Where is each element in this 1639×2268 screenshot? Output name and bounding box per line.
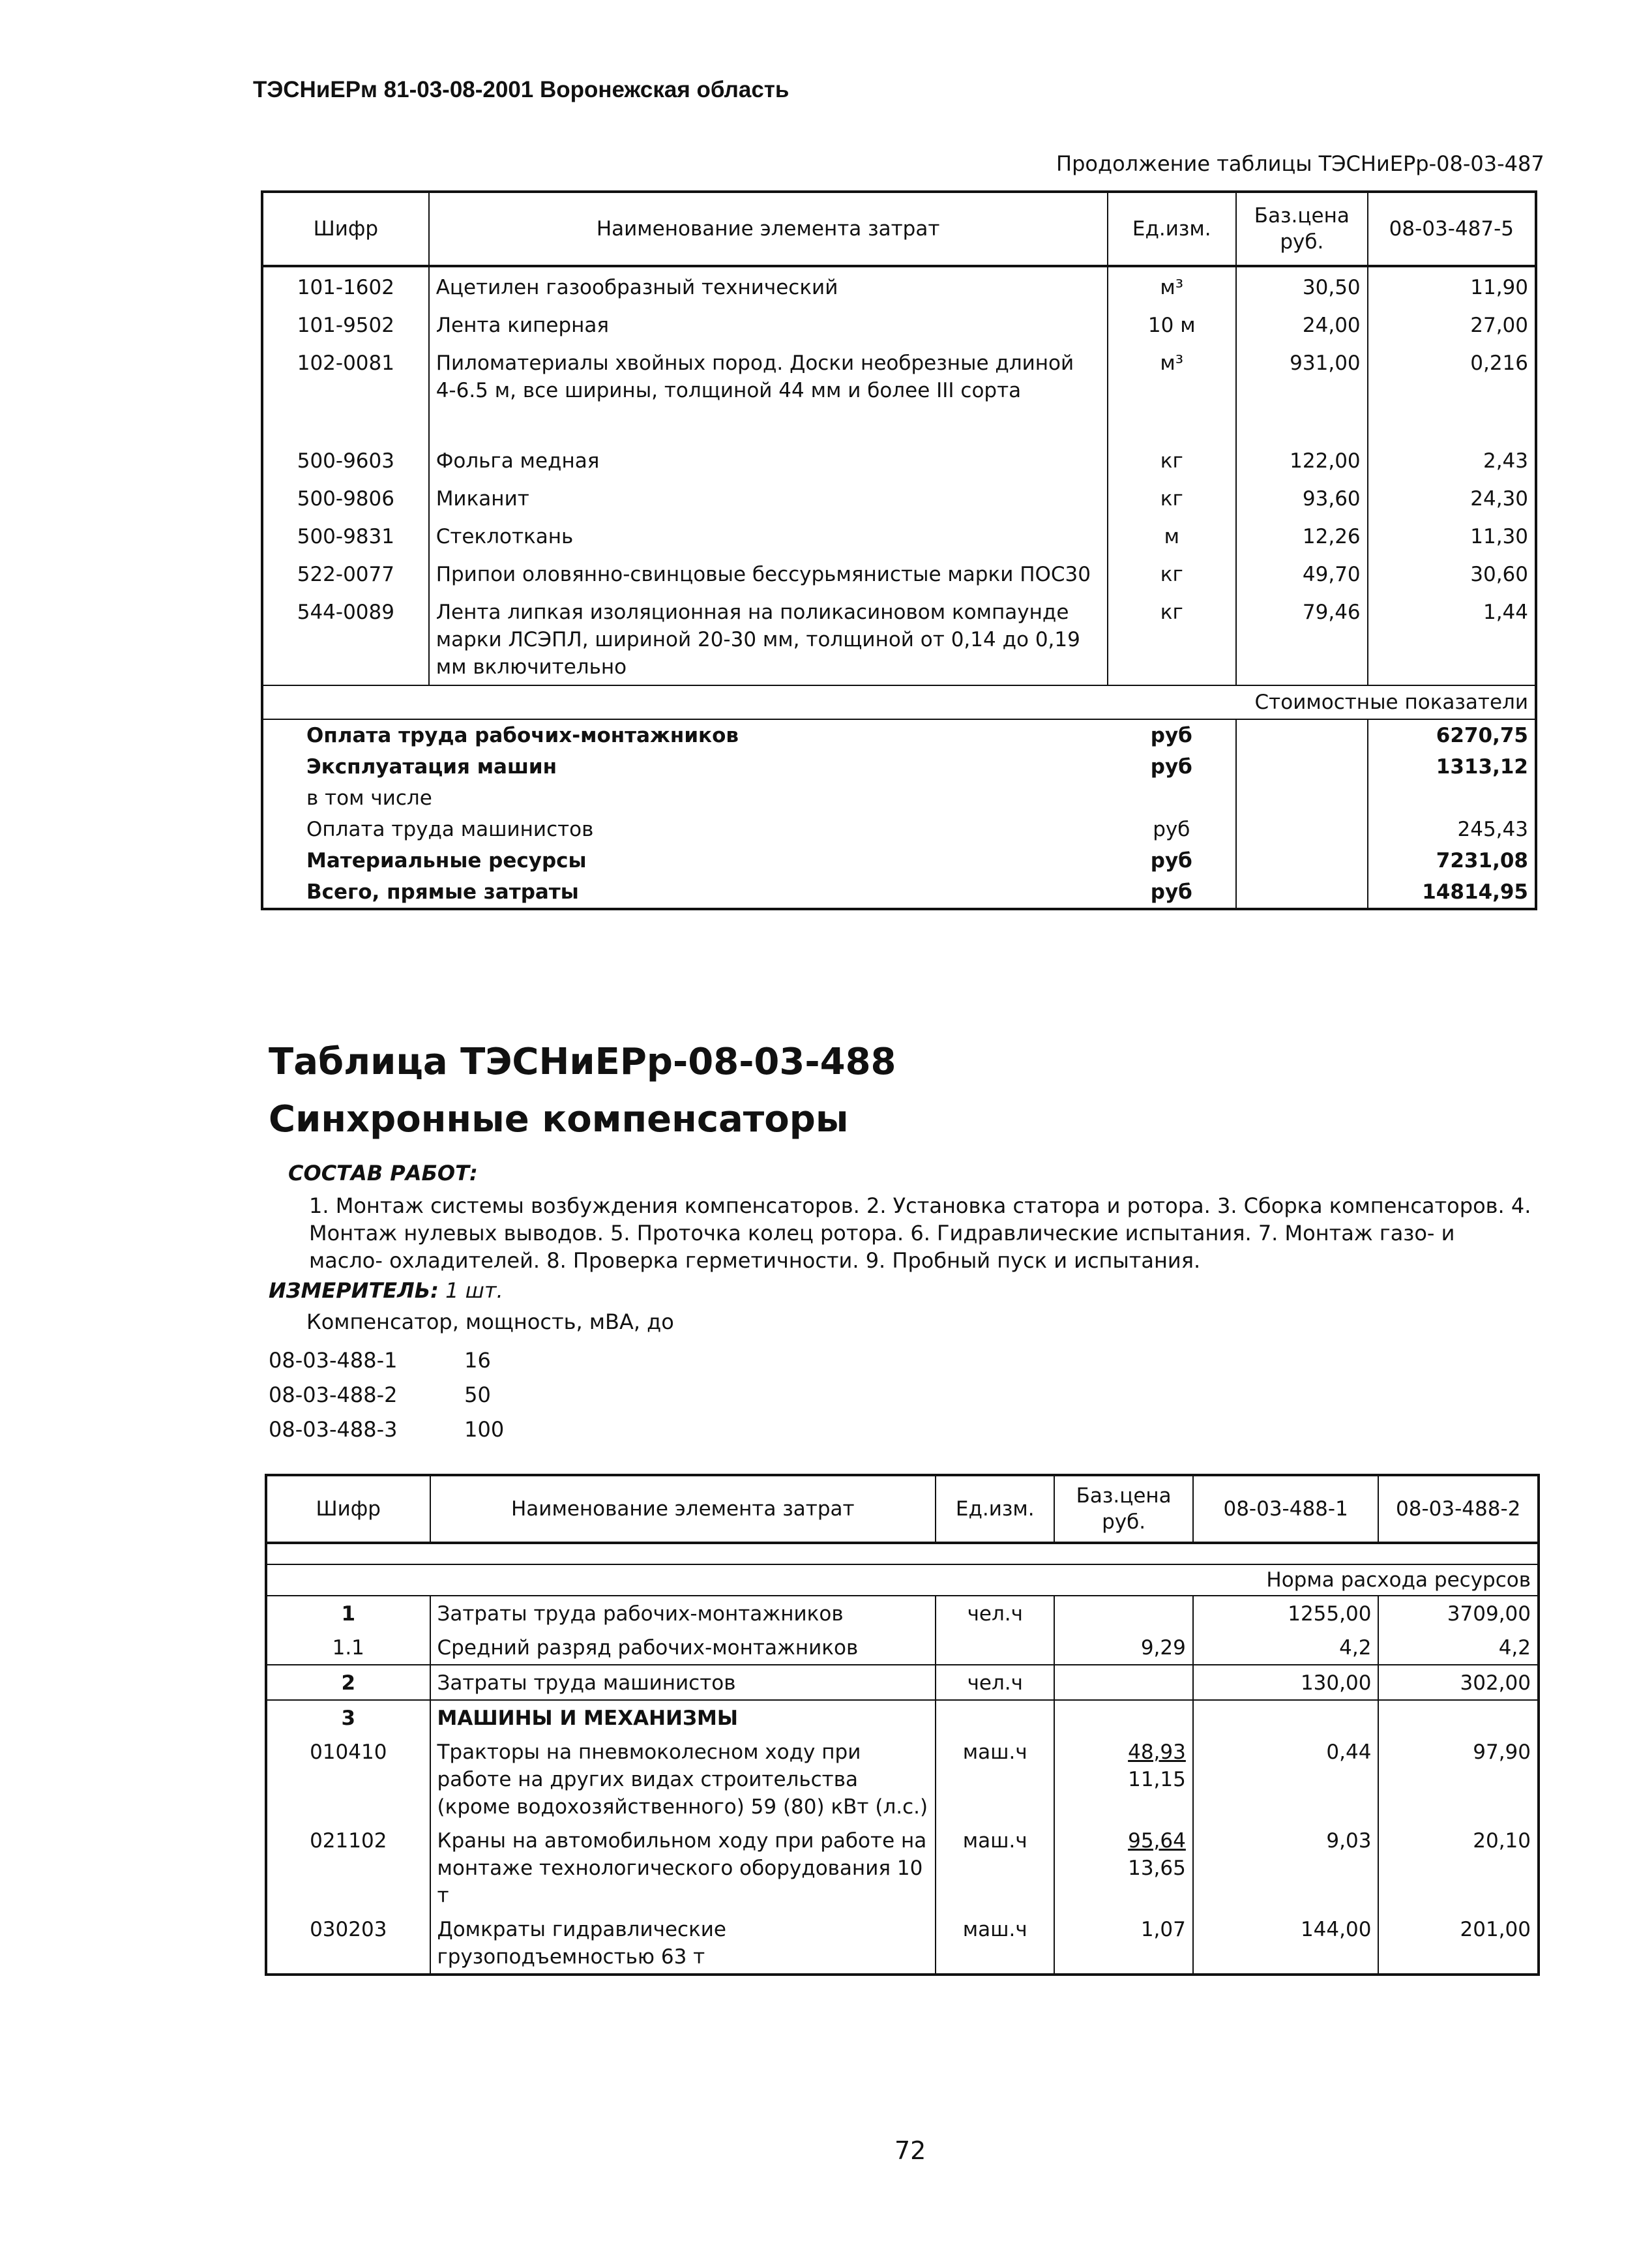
- row-price: [1054, 1735, 1192, 1823]
- row-v1: 9,03: [1193, 1823, 1379, 1912]
- row-price: 30,50: [1236, 266, 1368, 305]
- cost-unit: руб: [1108, 751, 1236, 783]
- table-subtitle: Синхронные компенсаторы: [269, 1098, 849, 1141]
- table-row: [262, 479, 1536, 516]
- table-gap-row: [266, 1543, 1539, 1564]
- row-code: 101-9502: [262, 305, 429, 343]
- row-value: 1,44: [1483, 601, 1528, 624]
- variant-code: 08-03-488-3: [269, 1417, 398, 1442]
- table-row: [266, 1630, 1539, 1665]
- cost-name: Материальные ресурсы: [306, 849, 587, 873]
- row-name: МАШИНЫ И МЕХАНИЗМЫ: [430, 1700, 936, 1735]
- page-header: ТЭСНиЕРм 81-03-08-2001 Воронежская область: [253, 77, 790, 102]
- table-row: [266, 1912, 1539, 1975]
- header-v1: 08-03-488-1: [1193, 1475, 1379, 1543]
- row-unit: кг: [1108, 554, 1236, 592]
- table-row: [262, 305, 1536, 343]
- row-price: 24,00: [1236, 305, 1368, 343]
- cost-name: Эксплуатация машин: [306, 755, 557, 779]
- table-row: [266, 1823, 1539, 1912]
- cost-row: [262, 783, 1536, 814]
- variant-item: [269, 1412, 504, 1447]
- cost-row: [262, 719, 1536, 751]
- row-price: [1054, 1665, 1192, 1700]
- row-code: 2: [266, 1665, 430, 1700]
- row-unit: м³: [1108, 266, 1236, 305]
- row-value: 0,216: [1470, 351, 1528, 375]
- row-code: 1: [266, 1596, 430, 1630]
- row-v2: 302,00: [1378, 1665, 1539, 1700]
- variant-value: 16: [464, 1348, 491, 1373]
- cost-value: 1313,12: [1436, 755, 1528, 779]
- cost-value: 245,43: [1457, 818, 1528, 841]
- variant-item: [269, 1378, 504, 1412]
- resource-table-487: [261, 190, 1537, 910]
- row-value: 30,60: [1470, 563, 1528, 586]
- row-unit: кг: [1108, 441, 1236, 479]
- cost-name: Всего, прямые затраты: [306, 880, 579, 904]
- header-name: Наименование элемента затрат: [429, 192, 1108, 266]
- variant-code: 08-03-488-2: [269, 1382, 398, 1407]
- row-v2: 97,90: [1473, 1740, 1531, 1764]
- row-value: 11,30: [1470, 525, 1528, 548]
- row-unit: м: [1108, 516, 1236, 554]
- row-code: 101-1602: [262, 266, 429, 305]
- cost-name: в том числе: [306, 786, 432, 810]
- resource-table-488: [265, 1474, 1540, 1976]
- row-code: 010410: [266, 1735, 430, 1823]
- row-price: 9,29: [1054, 1630, 1192, 1665]
- row-price: 931,00: [1236, 343, 1368, 408]
- row-price: 1,07: [1054, 1912, 1192, 1975]
- cost-unit: руб: [1108, 814, 1236, 845]
- header-code: Шифр: [266, 1475, 430, 1543]
- cost-unit: руб: [1108, 876, 1236, 909]
- header-unit: Ед.изм.: [936, 1475, 1054, 1543]
- row-code: 021102: [266, 1823, 430, 1912]
- row-code: 102-0081: [262, 343, 429, 408]
- table-row: [266, 1596, 1539, 1630]
- table-header-row: [262, 192, 1536, 266]
- header-value: 08-03-487-5: [1368, 192, 1536, 266]
- row-v2: 201,00: [1460, 1918, 1531, 1941]
- row-unit: маш.ч: [936, 1912, 1054, 1975]
- row-code: 500-9603: [262, 441, 429, 479]
- cost-row: [262, 814, 1536, 845]
- table-row: [262, 592, 1536, 685]
- row-name: Затраты труда рабочих-монтажников: [430, 1596, 936, 1630]
- header-code: Шифр: [262, 192, 429, 266]
- work-composition-label: СОСТАВ РАБОТ:: [288, 1161, 478, 1186]
- variant-code: 08-03-488-1: [269, 1348, 398, 1373]
- row-unit: кг: [1108, 592, 1236, 685]
- price-numerator: 95,64: [1128, 1829, 1186, 1853]
- table-row: [266, 1665, 1539, 1700]
- row-name: Тракторы на пневмоколесном ходу при работе на других видах строительства (кроме водохозяйственного) 59 (80) кВт (л.с.): [430, 1735, 936, 1823]
- header-unit: Ед.изм.: [1108, 192, 1236, 266]
- meter-unit: 1 шт.: [445, 1278, 503, 1303]
- cost-unit: руб: [1108, 719, 1236, 751]
- row-code: 030203: [266, 1912, 430, 1975]
- header-price: Баз.цена руб.: [1236, 192, 1368, 266]
- row-name: Ацетилен газообразный технический: [429, 266, 1108, 305]
- row-price: 93,60: [1236, 479, 1368, 516]
- table-row: [262, 343, 1536, 408]
- row-name: Миканит: [429, 479, 1108, 516]
- row-code: 544-0089: [262, 592, 429, 685]
- cost-section-label: Стоимостные показатели: [262, 685, 1536, 719]
- header-price: Баз.цена руб.: [1054, 1475, 1192, 1543]
- row-v2: [1378, 1700, 1539, 1735]
- cost-unit: руб: [1108, 845, 1236, 876]
- table-title: Таблица ТЭСНиЕРр-08-03-488: [269, 1041, 896, 1083]
- row-name: Лента киперная: [429, 305, 1108, 343]
- cost-value: [1368, 783, 1536, 814]
- row-value: 24,30: [1470, 487, 1528, 511]
- row-code: 522-0077: [262, 554, 429, 592]
- row-v1: 130,00: [1193, 1665, 1379, 1700]
- cost-value: 14814,95: [1422, 880, 1528, 904]
- cost-name: Оплата труда рабочих-монтажников: [306, 724, 739, 747]
- cost-row: [262, 876, 1536, 909]
- row-value: 2,43: [1483, 449, 1528, 473]
- row-unit: кг: [1108, 479, 1236, 516]
- row-name: Средний разряд рабочих-монтажников: [430, 1630, 936, 1665]
- row-name: Припои оловянно-свинцовые бессурьмянистые марки ПОС30: [429, 554, 1108, 592]
- row-v1: 1255,00: [1193, 1596, 1379, 1630]
- row-v2: 3709,00: [1447, 1602, 1531, 1626]
- variant-list: [269, 1343, 504, 1447]
- table-spacer: [262, 408, 1536, 441]
- table-row: [262, 266, 1536, 305]
- cost-row: [262, 845, 1536, 876]
- norm-row: [266, 1564, 1539, 1596]
- row-v2: 20,10: [1473, 1829, 1531, 1853]
- price-numerator: 48,93: [1128, 1740, 1186, 1764]
- table-header-row: [266, 1475, 1539, 1543]
- cost-name: Оплата труда машинистов: [306, 818, 594, 841]
- row-name: Домкраты гидравлические грузоподъемностью 63 т: [430, 1912, 936, 1975]
- header-v2: 08-03-488-2: [1378, 1475, 1539, 1543]
- meter-line: [269, 1278, 503, 1303]
- row-value: 11,90: [1470, 276, 1528, 299]
- table-row: [262, 516, 1536, 554]
- row-unit: 10 м: [1108, 305, 1236, 343]
- row-name: Затраты труда машинистов: [430, 1665, 936, 1700]
- row-name: Стеклоткань: [429, 516, 1108, 554]
- row-unit: [936, 1630, 1054, 1665]
- header-name: Наименование элемента затрат: [430, 1475, 936, 1543]
- row-unit: чел.ч: [936, 1596, 1054, 1630]
- row-code: 3: [266, 1700, 430, 1735]
- row-name: Краны на автомобильном ходу при работе на монтаже технологического оборудования 10 т: [430, 1823, 936, 1912]
- table-row: [262, 441, 1536, 479]
- table-row: [266, 1700, 1539, 1735]
- page-number: 72: [894, 2136, 926, 2165]
- price-fraction: [1128, 1738, 1186, 1793]
- cost-row: [262, 751, 1536, 783]
- continuation-caption: Продолжение таблицы ТЭСНиЕРр-08-03-487: [1056, 151, 1544, 176]
- price-denominator: 13,65: [1128, 1857, 1186, 1880]
- row-price: 49,70: [1236, 554, 1368, 592]
- row-price: [1054, 1596, 1192, 1630]
- row-v1: [1193, 1700, 1379, 1735]
- norm-label: Норма расхода ресурсов: [266, 1564, 1539, 1596]
- row-v1: 4,2: [1193, 1630, 1379, 1665]
- cost-value: 7231,08: [1436, 849, 1528, 873]
- row-unit: чел.ч: [936, 1665, 1054, 1700]
- row-v1: 144,00: [1193, 1912, 1379, 1975]
- table-row: [266, 1735, 1539, 1823]
- work-composition-text: 1. Монтаж системы возбуждения компенсаторов. 2. Установка статора и ротора. 3. Сборка компенсаторов. 4. Монтаж нулевых выводов. 5. Проточка колец ротора. 6. Гидравлические испытания. 7. Монтаж газо- и масло- охладителей. 8. Проверка герметичности. 9. Пробный пуск и испытания.: [309, 1193, 1531, 1273]
- table-row: [262, 554, 1536, 592]
- row-code: 500-9806: [262, 479, 429, 516]
- row-name: Лента липкая изоляционная на поликасиновом компаунде марки ЛСЭПЛ, шириной 20-30 мм, толщиной от 0,14 до 0,19 мм включительно: [429, 592, 1108, 685]
- meter-label: ИЗМЕРИТЕЛЬ:: [269, 1278, 439, 1303]
- row-price: 12,26: [1236, 516, 1368, 554]
- row-v2: 4,2: [1378, 1630, 1539, 1665]
- price-fraction: [1128, 1827, 1186, 1882]
- row-code: 1.1: [266, 1630, 430, 1665]
- price-denominator: 11,15: [1128, 1768, 1186, 1791]
- component-description: Компенсатор, мощность, мВА, до: [306, 1309, 674, 1334]
- row-price: [1054, 1823, 1192, 1912]
- cost-unit: [1108, 783, 1236, 814]
- cost-value: 6270,75: [1436, 724, 1528, 747]
- variant-value: 50: [464, 1382, 491, 1407]
- row-price: [1054, 1700, 1192, 1735]
- row-value: 27,00: [1470, 314, 1528, 337]
- row-price: 122,00: [1236, 441, 1368, 479]
- row-unit: м³: [1108, 343, 1236, 408]
- row-price: 79,46: [1236, 592, 1368, 685]
- row-v1: 0,44: [1193, 1735, 1379, 1823]
- cost-section-row: [262, 685, 1536, 719]
- row-unit: маш.ч: [936, 1823, 1054, 1912]
- row-name: Пиломатериалы хвойных пород. Доски необрезные длиной 4-6.5 м, все ширины, толщиной 44 мм и более III сорта: [429, 343, 1108, 408]
- row-name: Фольга медная: [429, 441, 1108, 479]
- row-unit: маш.ч: [936, 1735, 1054, 1823]
- variant-value: 100: [464, 1417, 505, 1442]
- row-unit: [936, 1700, 1054, 1735]
- row-code: 500-9831: [262, 516, 429, 554]
- variant-item: [269, 1343, 504, 1378]
